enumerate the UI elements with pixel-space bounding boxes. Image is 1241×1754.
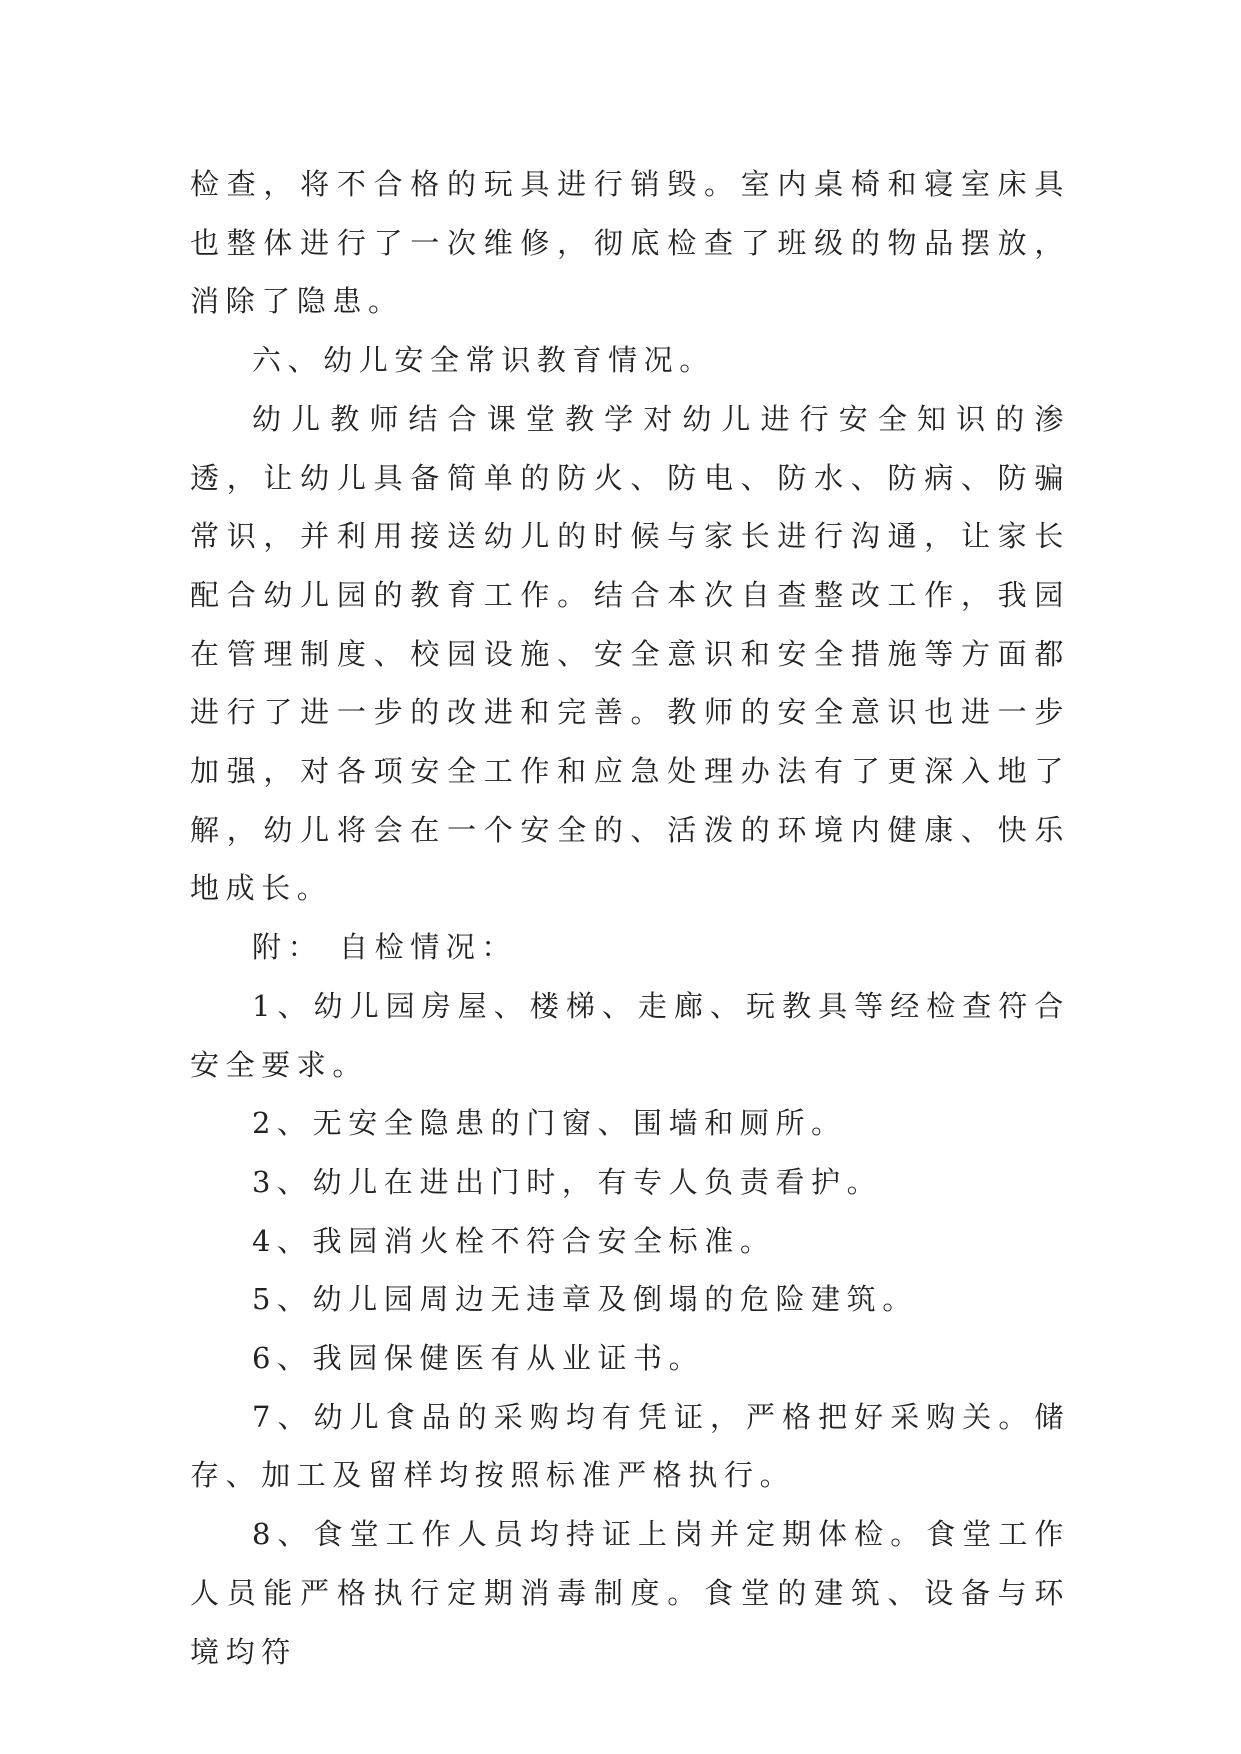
section-heading-6: 六、幼儿安全常识教育情况。 <box>252 343 715 378</box>
checklist-item-6: 6、我园保健医有从业证书。 <box>252 1341 705 1376</box>
paragraph-safety-education: 幼儿教师结合课堂教学对幼儿进行安全知识的渗透，让幼儿具备简单的防火、防电、防水、防病、防骗常识，并利用接送幼儿的时候与家长进行沟通，让家长配合幼儿园的教育工作。结合本次自查整改工作，我园在管理制度、校园设施、安全意识和安全措施等方面都进行了进一步的改进和完善。教师的安全意识也进一步加强，对各项安全工作和应急处理办法有了更深入地了解，幼儿将会在一个安全的、活泼的环境内健康、快乐地成长。 <box>190 401 1070 906</box>
document-body <box>190 155 1070 1681</box>
paragraph-continuation: 检查，将不合格的玩具进行销毁。室内桌椅和寝室床具也整体进行了一次维修，彻底检查了班级的物品摆放，消除了隐患。 <box>190 167 1070 319</box>
appendix-heading: 附： 自检情况： <box>252 930 518 965</box>
checklist-item-8: 8、食堂工作人员均持证上岗并定期体检。食堂工作人员能严格执行定期消毒制度。食堂的建筑、设备与环境均符 <box>190 1517 1070 1669</box>
checklist-item-5: 5、幼儿园周边无违章及倒塌的危险建筑。 <box>252 1282 918 1317</box>
checklist-item-2: 2、无安全隐患的门窗、围墙和厕所。 <box>252 1106 847 1141</box>
checklist-item-1: 1、幼儿园房屋、楼梯、走廊、玩教具等经检查符合安全要求。 <box>190 988 1070 1082</box>
checklist-item-4: 4、我园消火栓不符合安全标准。 <box>252 1223 776 1258</box>
checklist-item-7: 7、幼儿食品的采购均有凭证，严格把好采购关。储存、加工及留样均按照标准严格执行。 <box>190 1399 1070 1493</box>
checklist-item-3: 3、幼儿在进出门时，有专人负责看护。 <box>252 1164 883 1199</box>
